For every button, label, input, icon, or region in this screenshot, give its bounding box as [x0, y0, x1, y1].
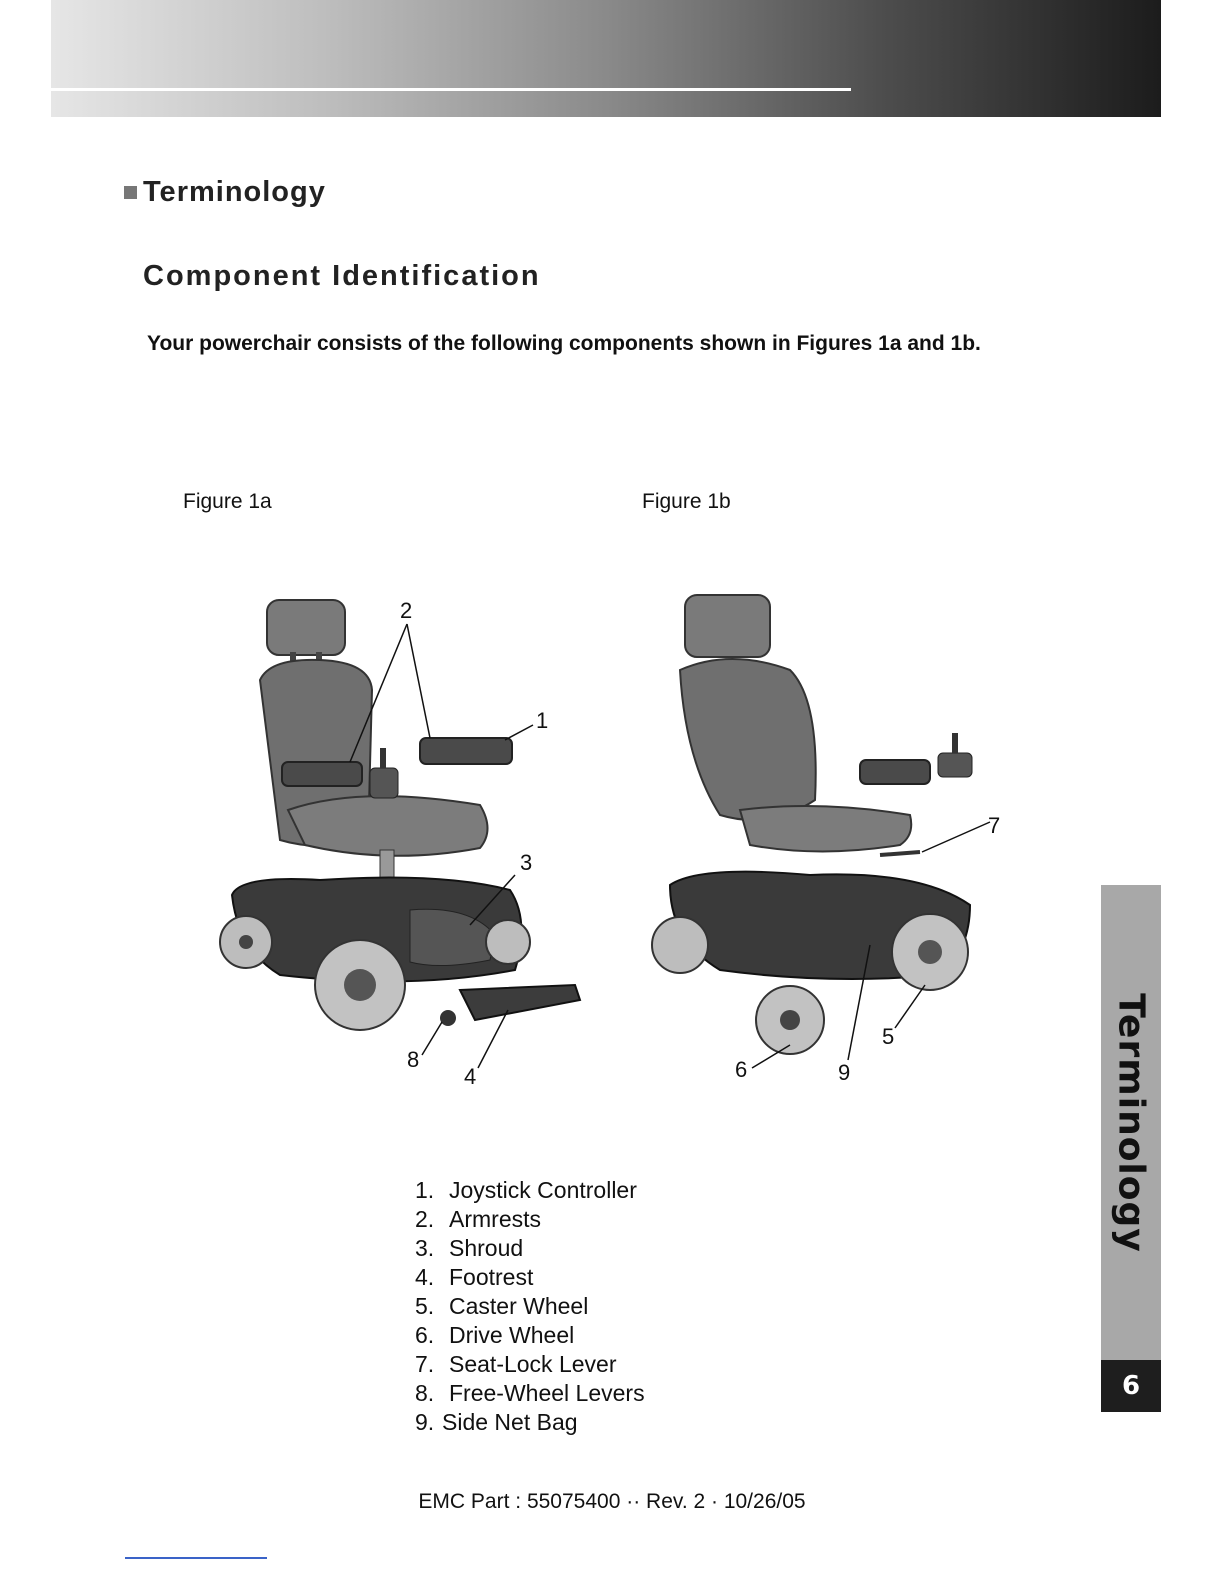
list-item-number: 9. [415, 1409, 435, 1435]
figure-1b-label: Figure 1b [642, 490, 731, 513]
callout-1: 1 [536, 708, 549, 733]
list-item-name: Footrest [449, 1264, 534, 1290]
side-section-tab [1101, 885, 1161, 1360]
intro-text: Your powerchair consists of the following components shown in Figures 1a and 1b. [147, 332, 981, 355]
callout-7: 7 [988, 813, 1001, 838]
list-item-name: Joystick Controller [449, 1177, 637, 1203]
callout-4: 4 [464, 1064, 477, 1089]
footer-divider [125, 1557, 267, 1559]
component-list [415, 1176, 645, 1437]
list-item [415, 1176, 645, 1205]
list-item-name: Seat-Lock Lever [449, 1351, 617, 1377]
list-item [415, 1408, 645, 1437]
list-item [415, 1205, 645, 1234]
list-item-number: 5. [415, 1293, 435, 1319]
section-title-text: Terminology [143, 176, 326, 208]
page-heading: Component Identification [143, 260, 541, 292]
callout-8: 8 [407, 1047, 420, 1072]
callout-3: 3 [520, 850, 533, 875]
footer-text: EMC Part : 55075400 ·· Rev. 2 · 10/26/05 [418, 1490, 806, 1513]
callout-5: 5 [882, 1024, 895, 1049]
list-item-name: Shroud [449, 1235, 524, 1261]
list-item-number: 6. [415, 1322, 435, 1348]
callout-9: 9 [838, 1060, 851, 1085]
list-item-name: Armrests [449, 1206, 541, 1232]
callout-2: 2 [400, 598, 413, 623]
header-band [51, 0, 1161, 117]
page-number: 6 [1101, 1360, 1161, 1412]
list-item [415, 1379, 645, 1408]
list-item-name: Side Net Bag [442, 1409, 578, 1435]
figure-1a-label: Figure 1a [183, 490, 272, 513]
callout-6: 6 [735, 1057, 748, 1082]
header-divider [51, 88, 851, 91]
list-item [415, 1350, 645, 1379]
section-title [124, 176, 326, 209]
figure-1a-image [210, 590, 600, 1090]
list-item-number: 3. [415, 1235, 435, 1261]
list-item-name: Caster Wheel [449, 1293, 589, 1319]
list-item-number: 1. [415, 1177, 435, 1203]
list-item-name: Drive Wheel [449, 1322, 575, 1348]
list-item [415, 1321, 645, 1350]
list-item-name: Free-Wheel Levers [449, 1380, 645, 1406]
list-item [415, 1263, 645, 1292]
square-bullet-icon [124, 186, 137, 199]
figure-1b-image [640, 590, 1020, 1090]
side-tab-label: Terminology [1110, 992, 1152, 1253]
list-item [415, 1234, 645, 1263]
list-item [415, 1292, 645, 1321]
list-item-number: 8. [415, 1380, 435, 1406]
list-item-number: 7. [415, 1351, 435, 1377]
list-item-number: 4. [415, 1264, 435, 1290]
list-item-number: 2. [415, 1206, 435, 1232]
